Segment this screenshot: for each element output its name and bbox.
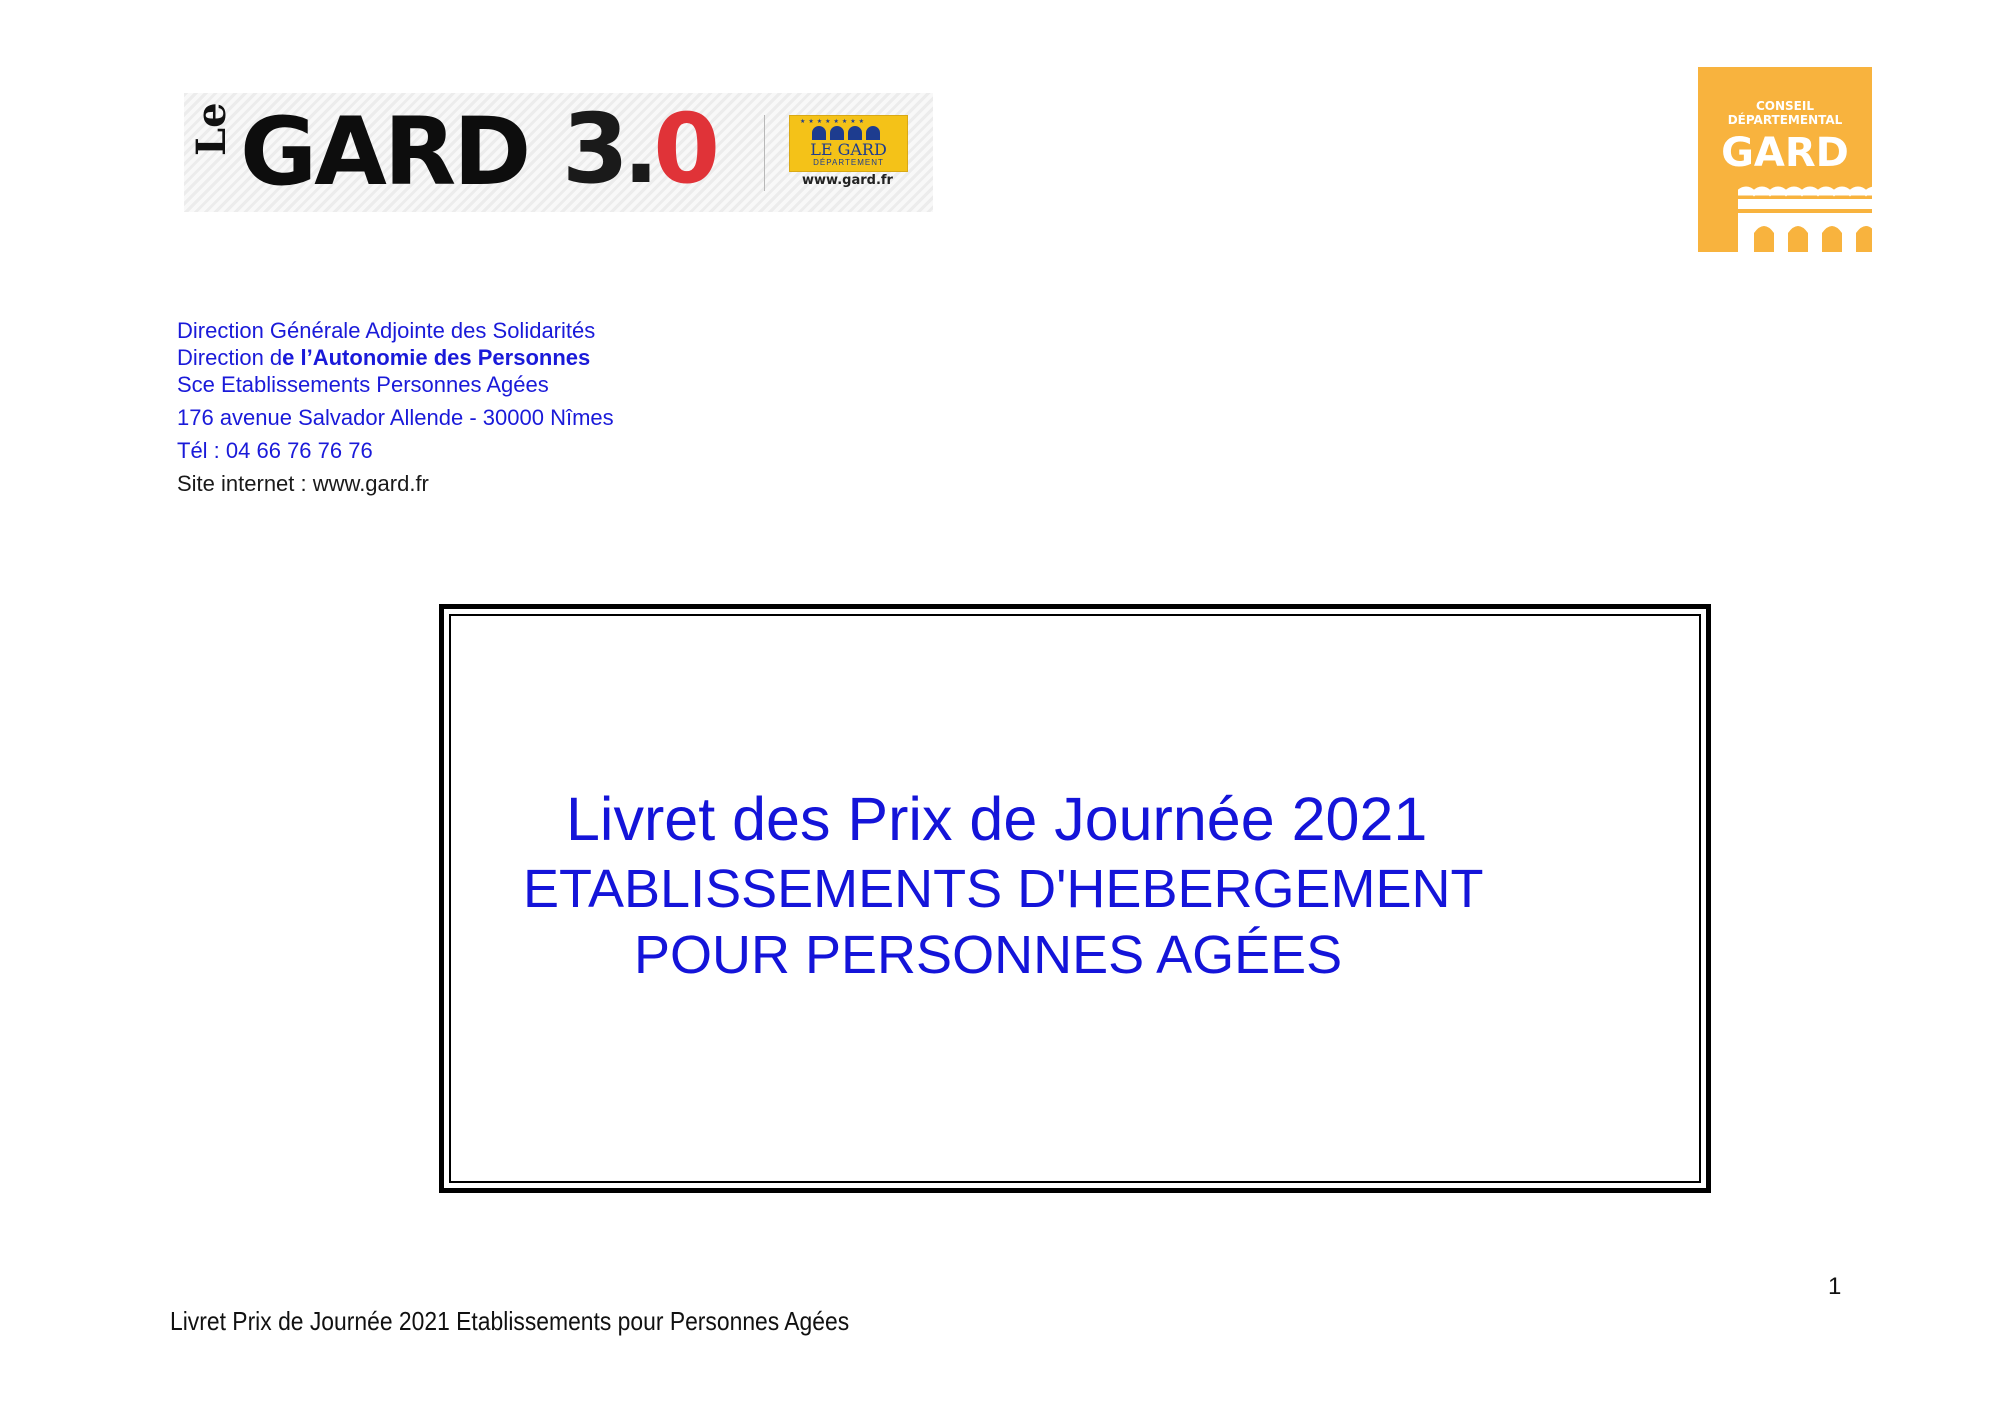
council-logo-name: GARD	[1721, 130, 1849, 176]
banner-version-text	[562, 93, 715, 205]
badge-subtitle: DÉPARTEMENT	[813, 158, 884, 167]
footer-text: Livret Prix de Journée 2021 Etablissements pour Personnes Agées	[170, 1306, 850, 1336]
address-direction-autonomie	[177, 345, 590, 371]
pont-du-gard-icon	[1738, 185, 1872, 252]
address-direction-bold: e l’Autonomie des Personnes	[282, 345, 591, 370]
le-gard-3-0-banner-logo	[184, 93, 933, 212]
banner-divider	[764, 115, 765, 191]
council-logo-line1: CONSEIL	[1755, 99, 1814, 113]
banner-gard-text: GARD	[240, 98, 529, 207]
document-title: Livret des Prix de Journée 2021	[566, 785, 1428, 853]
arches-icon	[812, 126, 886, 140]
banner-url: www.gard.fr	[802, 173, 893, 188]
badge-title: LE GARD	[810, 140, 887, 159]
page-number: 1	[1828, 1273, 1842, 1300]
council-logo-line2: DÉPARTEMENTAL	[1727, 113, 1843, 127]
stars-icon: ★★★★★★★★	[800, 119, 868, 125]
address-street: 176 avenue Salvador Allende - 30000 Nîmes	[177, 405, 614, 430]
address-website: Site internet : www.gard.fr	[177, 471, 429, 496]
address-service: Sce Etablissements Personnes Agées	[177, 372, 549, 397]
address-direction-generale: Direction Générale Adjointe des Solidarités	[177, 318, 596, 343]
document-subtitle-line1: ETABLISSEMENTS D'HEBERGEMENT	[523, 859, 1484, 919]
banner-version-minor: 0	[653, 93, 715, 205]
le-gard-departement-badge	[789, 115, 908, 172]
document-subtitle-line2: POUR PERSONNES AGÉES	[634, 925, 1343, 985]
address-phone: Tél : 04 66 76 76 76	[177, 438, 373, 463]
conseil-departemental-gard-logo	[1698, 67, 1872, 252]
address-direction-prefix: Direction d	[177, 345, 283, 370]
banner-le-text: Le	[188, 102, 235, 156]
banner-version-major: 3.	[562, 93, 654, 205]
